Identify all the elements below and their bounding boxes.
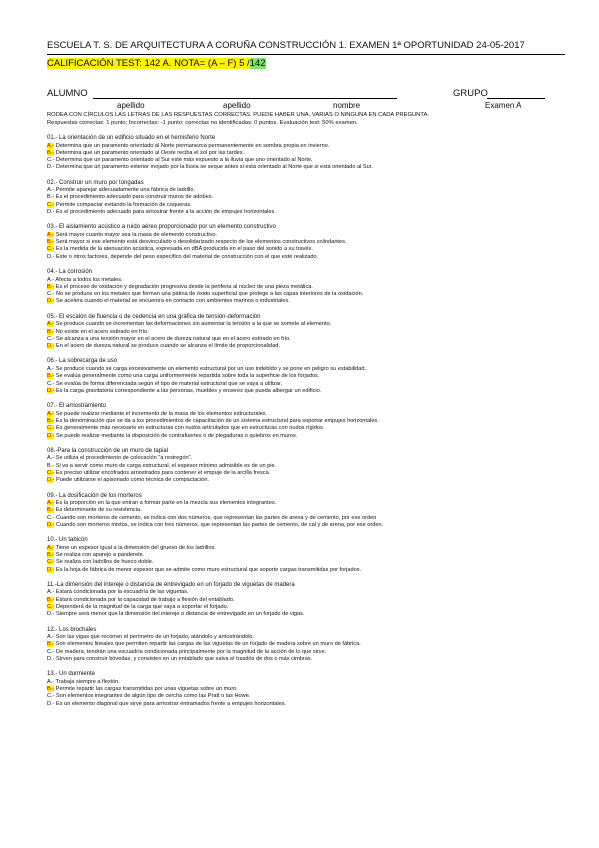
question-list bbox=[47, 135, 565, 708]
selected-option-letter[interactable]: A.- bbox=[47, 544, 55, 551]
option-text: Tiene un espesor igual a la dimensión del grueso de los ladrillos. bbox=[55, 544, 216, 551]
grupo-underline[interactable] bbox=[487, 98, 545, 99]
selected-option-letter[interactable]: B.- bbox=[47, 596, 55, 603]
selected-option-letter[interactable]: C.- bbox=[47, 469, 55, 476]
answer-option[interactable] bbox=[47, 298, 565, 305]
answer-option[interactable] bbox=[47, 507, 565, 514]
option-letter[interactable]: A.- bbox=[47, 634, 55, 641]
option-text: Se realiza con aparejo a panderete. bbox=[55, 551, 145, 558]
option-text: Se utiliza el procedimiento de colocación "a restregón". bbox=[55, 455, 193, 462]
answer-option[interactable] bbox=[47, 477, 565, 484]
option-letter[interactable]: A.- bbox=[47, 455, 55, 462]
answer-option[interactable] bbox=[47, 329, 565, 336]
option-text: Es la medida de la atenuación acústica, expresada en dBA producida en el paso del sonido a su través. bbox=[56, 246, 313, 253]
question-title: 08.-Para la construcción de un muro de tapial bbox=[47, 447, 169, 454]
option-text: Se evalúa de forma diferenciada según el tipo de material estructural que se vaya a utilizar. bbox=[56, 380, 283, 387]
option-letter[interactable]: A.- bbox=[47, 365, 55, 372]
option-text: Permite aparejar adecuadamente una fábrica de ladrillo. bbox=[55, 187, 196, 194]
answer-option[interactable] bbox=[47, 418, 565, 425]
answer-option[interactable] bbox=[47, 470, 565, 477]
answer-option[interactable] bbox=[47, 164, 565, 171]
option-letter[interactable]: C.- bbox=[47, 291, 55, 298]
option-text: Son las vigas que recorren el perímetro de un forjado, atándolo y arriostrándolo. bbox=[55, 634, 255, 641]
question-title: 13.- Un durmiente bbox=[47, 671, 96, 678]
answer-option[interactable] bbox=[47, 701, 565, 708]
selected-option-letter[interactable]: A.- bbox=[47, 500, 55, 506]
name-sublabels bbox=[47, 100, 565, 111]
apellido1-label: apellido bbox=[117, 101, 145, 110]
answer-option[interactable] bbox=[47, 321, 565, 328]
answer-option[interactable] bbox=[47, 552, 565, 559]
selected-option-letter[interactable]: B.- bbox=[47, 641, 55, 648]
option-text: Se puede realizar mediante el incremento de la masa de los elementos estructurales. bbox=[55, 410, 268, 417]
option-text: No existe en el acero estirado en frío. bbox=[55, 328, 149, 335]
answer-option[interactable] bbox=[47, 604, 565, 611]
option-text: Siempre será menor que la dimensión del intereje o distancia de entrevigado en un forjado de vigas. bbox=[56, 611, 305, 618]
option-text: En el acero de dureza natural se produce cuando se alcanza el límite de proporcionalidad. bbox=[56, 343, 280, 350]
selected-option-letter[interactable]: C.- bbox=[47, 559, 55, 566]
option-text: Determina que un paramento exterior mojado por la lluvia se seque antes si está orientado al Norte que si está orientado al Sur. bbox=[56, 164, 373, 171]
answer-option[interactable] bbox=[47, 291, 565, 298]
exam-title: ESCUELA T. S. DE ARQUITECTURA A CORUÑA CONSTRUCCIÓN 1. EXAMEN 1ª OPORTUNIDAD 24-05-2017 bbox=[47, 40, 525, 51]
option-text: Es preciso utilizar encofrados arriostrados para contener el empuje de la arcilla fresca. bbox=[56, 469, 271, 476]
question-1 bbox=[47, 135, 565, 172]
selected-option-letter[interactable]: B.- bbox=[47, 507, 55, 514]
question-13 bbox=[47, 671, 565, 708]
answer-option[interactable] bbox=[47, 500, 565, 507]
question-7 bbox=[47, 403, 565, 440]
option-text: Se puede realizar mediante la disposición de contrafuertes o de plegaduras o quiebros en muros. bbox=[56, 432, 298, 439]
option-letter[interactable]: C.- bbox=[47, 380, 55, 387]
answer-option[interactable] bbox=[47, 246, 565, 253]
option-text: Es la denominación que se da a los procedimientos de capacitación de un sistema estructural para soportar empujes horizontales. bbox=[55, 417, 379, 424]
option-text: Trabaja siempre a flexión. bbox=[55, 678, 120, 685]
option-letter[interactable]: C.- bbox=[47, 693, 55, 700]
score-line bbox=[47, 58, 565, 70]
header-divider bbox=[47, 54, 565, 55]
option-letter[interactable]: C.- bbox=[47, 157, 55, 164]
answer-option[interactable] bbox=[47, 611, 565, 618]
option-text: Dependerá de la magnitud de la carga que vaya a soportar el forjado. bbox=[56, 603, 229, 610]
selected-option-letter[interactable]: B.- bbox=[47, 551, 55, 558]
question-title: 07.- El arriostramiento bbox=[47, 403, 107, 410]
answer-option[interactable] bbox=[47, 284, 565, 291]
selected-option-letter[interactable]: A.- bbox=[47, 142, 55, 149]
answer-option[interactable] bbox=[47, 679, 565, 686]
option-text: Se acelera cuando el material se encuentra en contacto con ambientes marinos o industriales. bbox=[56, 298, 290, 305]
answer-option[interactable] bbox=[47, 150, 565, 157]
option-text: Permite compactar evitando la formación de coqueras. bbox=[56, 201, 192, 208]
answer-option[interactable] bbox=[47, 254, 565, 261]
answer-option[interactable] bbox=[47, 232, 565, 239]
answer-option[interactable] bbox=[47, 641, 565, 648]
answer-option[interactable] bbox=[47, 187, 565, 194]
option-text: Es la proporción en la que entran a formar parte en la mezcla sus elementos integrantes. bbox=[55, 500, 277, 506]
question-title: 05.- El escalón de fluencia o de cedencia en una gráfica de tensión-deformación bbox=[47, 313, 261, 320]
option-text: Cuando son morteros mixtos, se indica con tres números, que representan las partes de cemento, de cal y de arena, por ese orden. bbox=[56, 521, 384, 528]
answer-option[interactable] bbox=[47, 567, 565, 574]
option-text: Se produce cuando se carga excesivamente un elemento estructural por un uso indebido y se pone en peligro su estabilidad. bbox=[55, 365, 367, 372]
question-3 bbox=[47, 224, 565, 261]
option-text: Es un elemento diagonal que sirve para arriostrar entramados frente a empujes horizontales. bbox=[56, 700, 287, 707]
option-text: Es el procedimiento adecuado para arriostrar frente a la acción de empujes horizontales. bbox=[56, 209, 276, 216]
answer-option[interactable] bbox=[47, 634, 565, 641]
selected-option-letter[interactable]: B.- bbox=[47, 149, 55, 156]
option-letter[interactable]: D.- bbox=[47, 253, 55, 260]
option-text: Es la carga gravitatoria correspondiente a las personas, muebles y enseres que pueda albergar un edificio. bbox=[56, 387, 322, 394]
answer-option[interactable] bbox=[47, 463, 565, 470]
answer-option[interactable] bbox=[47, 649, 565, 656]
selected-option-letter[interactable]: A.- bbox=[47, 321, 55, 328]
option-text: Permite repartir las cargas transmitidas por unas viguetas sobre un muro. bbox=[55, 686, 238, 693]
option-text: Es determinante de su resistencia. bbox=[55, 507, 142, 514]
option-letter[interactable]: A.- bbox=[47, 678, 55, 685]
option-text: Cuando son morteros de cemento, se indica con dos números, que representan las partes de arena y de cemento, por ese orden bbox=[56, 514, 377, 521]
question-11 bbox=[47, 582, 565, 619]
option-letter[interactable]: A.- bbox=[47, 187, 55, 194]
option-letter[interactable]: D.- bbox=[47, 700, 55, 707]
answer-option[interactable] bbox=[47, 515, 565, 522]
answer-option[interactable] bbox=[47, 686, 565, 693]
answer-option[interactable] bbox=[47, 425, 565, 432]
instructions-line-2: Respuestas correctas: 1 punto; Incorrectas: -1 punto; correctas no identificadas: 0 puntos. Evaluación test: 50% examen. bbox=[47, 120, 358, 126]
question-5 bbox=[47, 314, 565, 351]
question-title: 11.-La dimensión del intereje o distancia de entrevigado en un forjado de viguetas de madera bbox=[47, 581, 295, 588]
question-title: 12.- Los brochales bbox=[47, 626, 97, 633]
selected-option-letter[interactable]: C.- bbox=[47, 603, 55, 610]
option-text: Se evalúa generalmente como una carga uniformemente repartida sobre toda la superficie de los forjados. bbox=[55, 373, 320, 380]
option-text: Es generalmente más necesario en estructuras con nudos articulados que en estructuras con nudos rígidos. bbox=[56, 425, 325, 432]
question-6 bbox=[47, 358, 565, 395]
selected-option-letter[interactable]: B.- bbox=[47, 328, 55, 335]
answer-option[interactable] bbox=[47, 433, 565, 440]
alumno-label: ALUMNO bbox=[47, 88, 88, 99]
option-text: Determina que un paramento orientado al Oeste reciba el sol por las tardes. bbox=[55, 149, 245, 156]
option-letter[interactable]: C.- bbox=[47, 514, 55, 521]
option-letter[interactable]: D.- bbox=[47, 655, 55, 662]
option-text: Son elementos lineales que permiten repartir las cargas de las viguetas de un forjado de madera sobre un muro de fábrica. bbox=[55, 641, 361, 648]
selected-option-letter[interactable]: A.- bbox=[47, 231, 55, 238]
selected-option-letter[interactable]: B.- bbox=[47, 417, 55, 424]
selected-option-letter[interactable]: B.- bbox=[47, 239, 55, 246]
option-letter[interactable]: A.- bbox=[47, 276, 55, 283]
option-text: Estará condicionada por la escuadría de las viguetas. bbox=[55, 589, 189, 596]
option-letter[interactable]: B.- bbox=[47, 462, 55, 469]
selected-option-letter[interactable]: B.- bbox=[47, 686, 55, 693]
option-letter[interactable]: D.- bbox=[47, 611, 55, 618]
option-text: Estará condicionada por la capacidad de trabajo a flexión del entablado. bbox=[55, 596, 235, 603]
nombre-label: nombre bbox=[333, 101, 361, 110]
option-text: Se realiza con ladrillos de hueco doble. bbox=[56, 559, 154, 566]
selected-option-letter[interactable]: D.- bbox=[47, 566, 55, 573]
question-2 bbox=[47, 180, 565, 217]
option-text: De madera, tendrán una escuadría condicionada principalmente por la magnitud de la acción de lo que sirve. bbox=[56, 648, 327, 655]
option-text: Afecta a todos los metales. bbox=[55, 276, 123, 283]
selected-option-letter[interactable]: C.- bbox=[47, 201, 55, 208]
answer-option[interactable] bbox=[47, 194, 565, 201]
option-text: Si va a servir como muro de carga estructural, el espesor mínimo admisible es de un pie. bbox=[55, 462, 277, 469]
selected-option-letter[interactable]: D.- bbox=[47, 521, 55, 528]
option-text: Sirven para construir bóvedas, y consisten en un entablado que salva el trasdós de dos o más cimbras. bbox=[56, 655, 313, 662]
option-text: Es el proceso de oxidación y degradación progresiva desde la periferia al núcleo de una pieza metálica. bbox=[55, 283, 313, 290]
option-text: No se produce en los metales que forman una pátina de óxido superficial que protege a las capas interiores de la oxidación. bbox=[56, 291, 364, 298]
answer-option[interactable] bbox=[47, 202, 565, 209]
answer-option[interactable] bbox=[47, 455, 565, 462]
answer-option[interactable] bbox=[47, 388, 565, 395]
selected-option-letter[interactable]: A.- bbox=[47, 410, 55, 417]
option-letter[interactable]: D.- bbox=[47, 164, 55, 171]
option-text: Será mayor cuanto mayor sea la masa de elemento constructivo. bbox=[55, 231, 218, 238]
option-text: Se produce cuando se incrementan las deformaciones sin aumentar la tensión a la que se somete al elemento. bbox=[55, 321, 332, 328]
question-8 bbox=[47, 448, 565, 485]
option-text: Será mayor si ese elemento está desvinculado o desolidarizado respecto de los elementos constructivos colindantes. bbox=[55, 239, 347, 246]
selected-option-letter[interactable]: C.- bbox=[47, 246, 55, 253]
answer-option[interactable] bbox=[47, 589, 565, 596]
option-text: Es la hoja de fábrica de menor espesor que se admite como muro estructural que soporte cargas transmitidas por forjados. bbox=[56, 566, 362, 573]
selected-option-letter[interactable]: B.- bbox=[47, 373, 55, 380]
exam-version: Examen A bbox=[485, 101, 522, 110]
option-letter[interactable]: C.- bbox=[47, 648, 55, 655]
answer-option[interactable] bbox=[47, 559, 565, 566]
answer-option[interactable] bbox=[47, 597, 565, 604]
question-title: 02.- Construir un muro por tongadas bbox=[47, 179, 144, 186]
student-row bbox=[47, 88, 565, 100]
answer-option[interactable] bbox=[47, 373, 565, 380]
apellido2-label: apellido bbox=[223, 101, 251, 110]
answer-option[interactable] bbox=[47, 381, 565, 388]
selected-option-letter[interactable]: D.- bbox=[47, 387, 55, 394]
grupo-label: GRUPO bbox=[453, 88, 488, 99]
question-12 bbox=[47, 627, 565, 664]
question-title: 09.- La dosificación de los morteros bbox=[47, 492, 142, 499]
selected-option-letter[interactable]: D.- bbox=[47, 298, 55, 305]
answer-option[interactable] bbox=[47, 157, 565, 164]
instructions-line-1: RODEA CON CÍRCULOS LAS LETRAS DE LAS RESPUESTAS CORRECTAS. PUEDE HABER UNA, VARIAS O NINGUNA EN CADA PREGUNTA. bbox=[47, 112, 429, 118]
question-title: 03.- El aislamiento acústico a ruido aéreo proporcionado por un elemento constructivo bbox=[47, 224, 276, 231]
selected-option-letter[interactable]: C.- bbox=[47, 425, 55, 432]
exam-page bbox=[47, 40, 565, 708]
answer-option[interactable] bbox=[47, 277, 565, 284]
option-letter[interactable]: C.- bbox=[47, 335, 55, 342]
answer-option[interactable] bbox=[47, 522, 565, 529]
option-letter[interactable]: B.- bbox=[47, 194, 55, 201]
option-text: Determina que un paramento orientado al Norte permanezca permanentemente en sombra propia en invierno. bbox=[55, 142, 330, 149]
option-text: Es el procedimiento adecuado para construir muros de adobes. bbox=[55, 194, 214, 201]
selected-option-letter[interactable]: D.- bbox=[47, 477, 55, 484]
option-letter[interactable]: D.- bbox=[47, 209, 55, 216]
answer-option[interactable] bbox=[47, 239, 565, 246]
option-letter[interactable]: A.- bbox=[47, 589, 55, 596]
question-4 bbox=[47, 269, 565, 306]
question-10 bbox=[47, 537, 565, 574]
alumno-underline[interactable] bbox=[93, 98, 397, 99]
answer-option[interactable] bbox=[47, 366, 565, 373]
score-value: 142 bbox=[249, 58, 266, 69]
selected-option-letter[interactable]: D.- bbox=[47, 432, 55, 439]
option-text: Puede utilizarse el apisonado como técnica de compactación. bbox=[56, 477, 210, 484]
score-label: CALIFICACIÓN TEST: 142 A. NOTA= (A – F) 5 / bbox=[47, 58, 250, 69]
option-text: Este o otros factores, depende del peso específico del material de construcción con el que esté realizado. bbox=[56, 253, 319, 260]
selected-option-letter[interactable]: B.- bbox=[47, 283, 55, 290]
question-title: 01.- La orientación de un edificio situado en el hemisferio Norte bbox=[47, 135, 216, 141]
answer-option[interactable] bbox=[47, 336, 565, 343]
question-title: 04.- La corrosión bbox=[47, 269, 93, 276]
question-title: 10.- Un tabicón bbox=[47, 537, 88, 544]
question-9 bbox=[47, 493, 565, 530]
option-text: Son elementos integrantes de algún tipo de cercha como las Pratt o las Howe. bbox=[56, 693, 251, 700]
option-text: Se alcanza a una tensión mayor en el acero de dureza natural que en el acero estirado en frío. bbox=[56, 335, 291, 342]
answer-option[interactable] bbox=[47, 143, 565, 150]
option-text: Determina que un paramento orientado al Sur esté más expuesto a la lluvia que uno orientado al Norte. bbox=[56, 157, 313, 164]
selected-option-letter[interactable]: D.- bbox=[47, 343, 55, 350]
answer-option[interactable] bbox=[47, 411, 565, 418]
answer-option[interactable] bbox=[47, 656, 565, 663]
answer-option[interactable] bbox=[47, 545, 565, 552]
question-title: 06.- La sobrecarga de uso bbox=[47, 358, 118, 365]
answer-option[interactable] bbox=[47, 209, 565, 216]
answer-option[interactable] bbox=[47, 693, 565, 700]
answer-option[interactable] bbox=[47, 343, 565, 350]
